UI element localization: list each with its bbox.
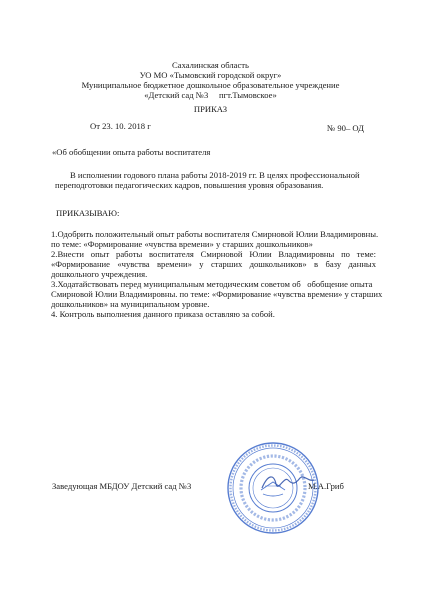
signature-position: Заведующая МБДОУ Детский сад №3 [52,481,192,491]
preamble-line-1: В исполнении годового плана работы 2018-2019 гг. В целях профессиональной [70,170,360,180]
decree-word: ПРИКАЗЫВАЮ: [56,208,120,218]
item-3-line-1: 3.Ходатайствовать перед муниципальным методическим советом об обобщение опыта [51,279,373,289]
header-department: УО МО «Тымовский городской округ» [139,70,282,80]
order-number: № 90– ОД [327,123,365,133]
header-institution-type: Муниципальное бюджетное дошкольное образовательное учреждение [81,80,340,90]
item-1-line-1: 1.Одобрить положительный опыт работы воспитателя Смирновой Юлии Владимировны. [51,229,379,239]
item-3-line-3: дошкольников» на муниципальном уровне. [51,299,210,309]
order-title: ПРИКАЗ [193,104,228,114]
item-4-line-1: 4. Контроль выполнения данного приказа оставляю за собой. [51,309,275,319]
signature-name: М.А.Гриб [308,481,344,491]
preamble-line-2: переподготовки педагогических кадров, повышения уровня образования. [55,180,324,190]
item-2-line-3: дошкольного учреждения. [51,269,148,279]
item-2-line-2: «Формирование «чувства времени» у старших дошкольников» в базу данных [51,259,376,269]
item-2-line-1: 2.Внести опыт работы воспитателя Смирновой Юлии Владимировны по теме: [51,249,376,259]
order-date: От 23. 10. 2018 г [90,121,151,131]
handwritten-signature-icon [258,470,318,494]
header-region: Сахалинская область [172,60,249,70]
item-3-line-2: Смирновой Юлии Владимировны. по теме: «Формирование «чувства времени» у старших [51,289,383,299]
header-institution-name: «Детский сад №3 пгт.Тымовское» [144,90,277,100]
item-1-line-2: по теме: «Формирование «чувства времени» у старших дошкольников» [51,239,313,249]
order-subject: «Об обобщении опыта работы воспитателя [52,147,211,157]
